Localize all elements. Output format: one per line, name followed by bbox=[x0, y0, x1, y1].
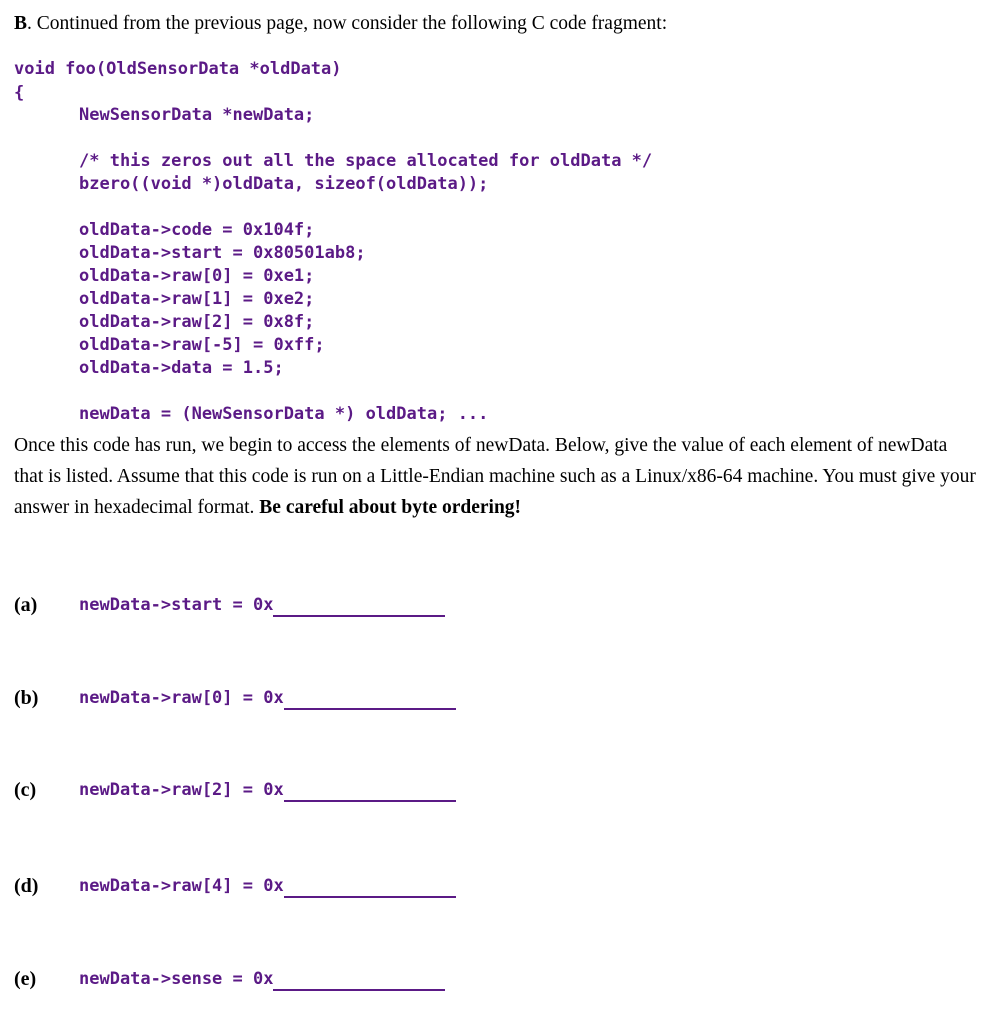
code-line-raw1-assign: oldData->raw[1] = 0xe2; bbox=[79, 289, 315, 309]
instructions-emphasis: Be careful about byte ordering! bbox=[259, 497, 522, 518]
question-a bbox=[14, 592, 714, 622]
code-line-raw0-assign: oldData->raw[0] = 0xe1; bbox=[79, 266, 315, 286]
question-e bbox=[14, 966, 714, 996]
code-line-raw-neg5-assign: oldData->raw[-5] = 0xff; bbox=[79, 335, 325, 355]
question-expression bbox=[79, 686, 456, 710]
question-label: (b) bbox=[14, 687, 39, 709]
question-expression bbox=[79, 778, 456, 802]
question-expression bbox=[79, 593, 445, 617]
answer-blank[interactable] bbox=[273, 596, 445, 617]
question-label: (c) bbox=[14, 779, 37, 801]
section-intro-text: . Continued from the previous page, now consider the following C code fragment: bbox=[27, 13, 668, 34]
question-expression-text: newData->raw[2] = 0x bbox=[79, 780, 284, 800]
question-label: (a) bbox=[14, 594, 38, 616]
question-expression-text: newData->start = 0x bbox=[79, 595, 274, 615]
code-line-data-assign: oldData->data = 1.5; bbox=[79, 358, 284, 378]
code-line-open-brace: { bbox=[14, 83, 25, 103]
question-c bbox=[14, 777, 714, 807]
question-d bbox=[14, 873, 714, 903]
section-label: B bbox=[14, 13, 28, 34]
code-line-start-assign: oldData->start = 0x80501ab8; bbox=[79, 243, 366, 263]
code-line-comment: /* this zeros out all the space allocated for oldData */ bbox=[79, 151, 653, 171]
code-line-cast: newData = (NewSensorData *) oldData; ... bbox=[79, 404, 489, 424]
code-line-code-assign: oldData->code = 0x104f; bbox=[79, 220, 315, 240]
question-expression bbox=[79, 967, 445, 991]
code-line-declaration: NewSensorData *newData; bbox=[79, 105, 315, 125]
question-expression-text: newData->sense = 0x bbox=[79, 969, 274, 989]
instructions-text: Once this code has run, we begin to access the elements of newData. Below, give the value of each element of newData that is listed. Assume that this code is run on a Little-Endian machine such as a Linux/x86-64 machine. You must give your answer in hexadecimal format. bbox=[14, 435, 976, 518]
answer-blank[interactable] bbox=[284, 689, 456, 710]
instructions-paragraph bbox=[14, 430, 976, 523]
code-line-signature: void foo(OldSensorData *oldData) bbox=[14, 59, 342, 79]
answer-blank[interactable] bbox=[273, 970, 445, 991]
question-label: (e) bbox=[14, 968, 37, 990]
code-block bbox=[14, 0, 974, 440]
answer-blank[interactable] bbox=[284, 877, 456, 898]
question-b bbox=[14, 685, 714, 715]
question-expression bbox=[79, 874, 456, 898]
question-label: (d) bbox=[14, 875, 39, 897]
question-expression-text: newData->raw[4] = 0x bbox=[79, 876, 284, 896]
answer-blank[interactable] bbox=[284, 781, 456, 802]
question-expression-text: newData->raw[0] = 0x bbox=[79, 688, 284, 708]
code-line-bzero: bzero((void *)oldData, sizeof(oldData)); bbox=[79, 174, 489, 194]
code-line-raw2-assign: oldData->raw[2] = 0x8f; bbox=[79, 312, 315, 332]
